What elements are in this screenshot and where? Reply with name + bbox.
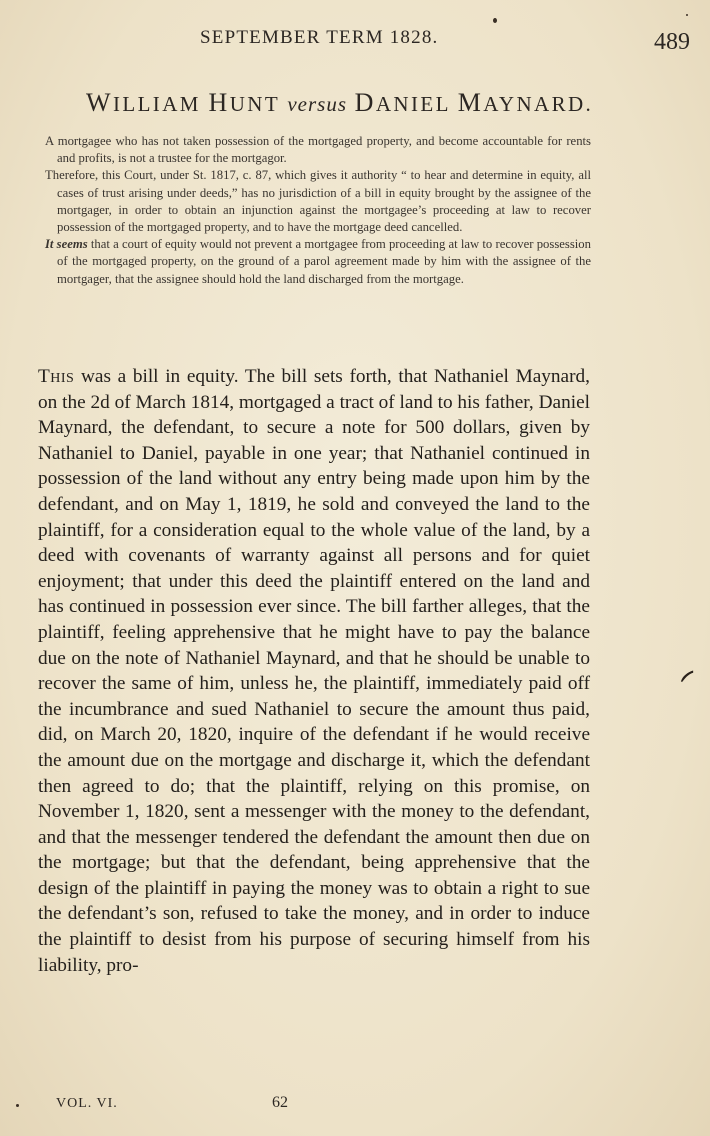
print-speck	[16, 1104, 19, 1107]
defendant-last-rest: AYNARD.	[483, 92, 594, 116]
plaintiff-first-rest: ILLIAM	[112, 92, 201, 116]
defendant-first-rest: ANIEL	[375, 92, 451, 116]
print-speck	[686, 14, 688, 16]
headnote	[45, 133, 591, 167]
headnote-text: that a court of equity would not prevent a mortgagee from proceeding at law to recover possession of the mortgaged property, on the ground of a parol agreement made by him with the assignee of the mortgager, that the assignee should hold the land discharged from the mortgage.	[57, 237, 591, 286]
defendant-first-initial: D	[354, 88, 376, 117]
plaintiff-first-initial: W	[86, 88, 113, 117]
plaintiff-last-rest: UNT	[229, 92, 280, 116]
headnotes	[45, 133, 591, 288]
page-number: 489	[654, 29, 690, 55]
sheet-signature: 62	[272, 1094, 288, 1111]
defendant-last-initial: M	[457, 88, 484, 117]
running-head: SEPTEMBER TERM 1828.	[200, 27, 439, 48]
headnote-lead: It seems	[45, 237, 88, 252]
headnote	[45, 167, 591, 236]
print-speck	[493, 18, 497, 23]
case-title	[86, 88, 593, 118]
opening-word: This	[38, 366, 75, 387]
plaintiff-last-initial: H	[208, 88, 230, 117]
versus-word: versus	[287, 92, 347, 116]
body-paragraph: was a bill in equity. The bill sets forth, that Nathaniel Maynard, on the 2d of March 1814, mortgaged a tract of land to his father, Daniel Maynard, the defendant, to secure a note for 500 dollars, given by Nathaniel to Daniel, payable in one year; that Nathaniel continued in possession of the land without any entry being made upon him by the defendant, and on May 1, 1819, he sold and conveyed the land to the plaintiff, for a consideration equal to the whole value of the land, by a deed with covenants of warranty against all persons and for quiet enjoyment; that under this deed the plaintiff entered on the land and has continued in possession ever since. The bill farther alleges, that the plaintiff, feeling apprehensive that he might have to pay the balance due on the note of Nathaniel Maynard, and that he should be unable to recover the same of him, unless he, the plaintiff, immediately paid off the incumbrance and sued Nathaniel to secure the amount thus paid, did, on March 20, 1820, inquire of the defendant if he would receive the amount due on the mortgage and discharge it, which the defendant then agreed to do; that the plaintiff, relying on this promise, on November 1, 1820, sent a messenger with the money to the defendant, and that the messenger tendered the defendant the amount then due on the mortgage; but that the defendant, being apprehensive that the design of the plaintiff in paying the money was to obtain a right to sue the defendant’s son, refused to take the money, and in order to induce the plaintiff to desist from his purpose of securing himself from his liability, pro-	[38, 366, 590, 976]
headnote	[45, 236, 591, 288]
headnote-text: A mortgagee who has not taken possession of the mortgaged property, and become accountable for rents and profits, is not a trustee for the mortgagor.	[45, 134, 591, 166]
opinion-body	[38, 364, 590, 978]
headnote-text: Therefore, this Court, under St. 1817, c. 87, which gives it authority “ to hear and determine in equity, all cases of trust arising under deeds,” has no jurisdiction of a bill in equity brought by the assignee of the mortgager, in order to obtain an injunction against the mortgagee’s proceeding at law to recover possession of the mortgaged property, and to have the mortgage deed cancelled.	[45, 168, 591, 235]
ink-mark-icon	[677, 668, 697, 684]
volume-signature: VOL. VI.	[56, 1096, 118, 1111]
